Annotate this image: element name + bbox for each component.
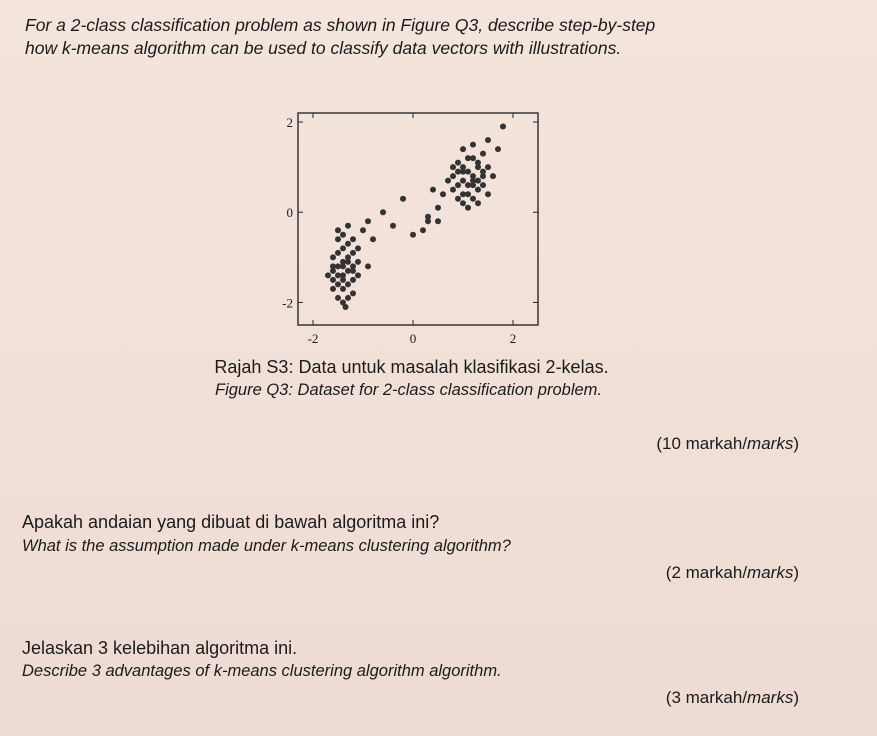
scatter-point (480, 169, 486, 175)
scatter-point (360, 227, 366, 233)
scatter-point (355, 245, 361, 251)
part-c-question-english: Describe 3 advantages of k-means clustering algorithm algorithm. (22, 662, 502, 680)
scatter-point (345, 295, 351, 301)
marks-part-b (666, 563, 799, 583)
scatter-point (450, 164, 456, 170)
scatter-point (485, 164, 491, 170)
scatter-point (330, 277, 336, 283)
scatter-point (335, 295, 341, 301)
scatter-point (345, 259, 351, 265)
scatter-point (345, 241, 351, 247)
scatter-point (450, 187, 456, 193)
x-tick-label: 0 (409, 331, 417, 346)
scatter-point (355, 259, 361, 265)
scatter-point (350, 236, 356, 242)
scatter-point (380, 209, 386, 215)
scatter-point (325, 272, 331, 278)
scatter-point (350, 268, 356, 274)
scatter-point (495, 146, 501, 152)
scatter-point (470, 142, 476, 148)
scatter-point (455, 196, 461, 202)
scatter-point (490, 173, 496, 179)
y-tick-label: 0 (286, 205, 293, 221)
scatter-point (355, 272, 361, 278)
scatter-point (335, 272, 341, 278)
scatter-point (470, 196, 476, 202)
scatter-point (350, 250, 356, 256)
marks-label-en: marks (747, 563, 794, 582)
marks-label-en: marks (747, 688, 794, 707)
scatter-point (460, 146, 466, 152)
part-c-question-malay: Jelaskan 3 kelebihan algoritma ini. (22, 638, 298, 658)
scatter-point (430, 187, 436, 193)
scatter-point (330, 254, 336, 260)
scatter-plot (260, 100, 550, 358)
scatter-point (390, 223, 396, 229)
scatter-point (480, 182, 486, 188)
scatter-point (350, 277, 356, 283)
question-intro (25, 14, 655, 60)
question-intro-line2: how k-means algorithm can be used to classify data vectors with illustrations. (25, 38, 622, 58)
scatter-point (460, 200, 466, 206)
scatter-point (335, 250, 341, 256)
scatter-point (420, 227, 426, 233)
scatter-point (365, 218, 371, 224)
figure-caption-malay: Rajah S3: Data untuk masalah klasifikasi 2-kelas. (214, 357, 609, 377)
scatter-point (435, 205, 441, 211)
scatter-point (335, 281, 341, 287)
scatter-point (470, 155, 476, 161)
part-b-question-english: What is the assumption made under k-means clustering algorithm? (22, 537, 511, 555)
figure-q3-scatter (260, 100, 550, 358)
scatter-point (485, 137, 491, 143)
scatter-point (435, 218, 441, 224)
marks-close: ) (793, 688, 799, 707)
scatter-point (475, 200, 481, 206)
scatter-point (345, 223, 351, 229)
scatter-point (445, 178, 451, 184)
figure-caption-english: Figure Q3: Dataset for 2-class classification problem. (215, 381, 602, 399)
scatter-point (460, 169, 466, 175)
scatter-point (370, 236, 376, 242)
scatter-point (475, 187, 481, 193)
scatter-point (335, 236, 341, 242)
scatter-point (480, 151, 486, 157)
scatter-point (340, 245, 346, 251)
scatter-point (465, 205, 471, 211)
scatter-point (470, 182, 476, 188)
marks-part-a (656, 434, 799, 454)
scatter-point (340, 232, 346, 238)
scatter-point (340, 286, 346, 292)
scatter-point (425, 214, 431, 220)
x-tick-label: -2 (307, 331, 319, 346)
scatter-point (475, 178, 481, 184)
question-intro-line1: For a 2-class classification problem as shown in Figure Q3, describe step-by-step (25, 15, 656, 35)
scatter-point (500, 124, 506, 130)
scatter-point (455, 182, 461, 188)
marks-close: ) (793, 434, 799, 453)
marks-label-en: marks (747, 434, 794, 453)
y-tick-label: -2 (282, 295, 293, 311)
scatter-point (465, 191, 471, 197)
scatter-point (330, 263, 336, 269)
marks-part-c (666, 688, 799, 708)
scatter-point (345, 281, 351, 287)
x-tick-label: 2 (509, 331, 517, 346)
part-b-question-malay: Apakah andaian yang dibuat di bawah algoritma ini? (22, 512, 440, 532)
scatter-point (460, 178, 466, 184)
scatter-point (335, 227, 341, 233)
scatter-point (400, 196, 406, 202)
scatter-point (455, 160, 461, 166)
marks-label: (2 markah/ (665, 563, 748, 582)
scatter-point (330, 286, 336, 292)
marks-label: (10 markah/ (656, 434, 748, 453)
scatter-point (343, 304, 349, 310)
plot-frame (298, 113, 538, 325)
scatter-point (485, 191, 491, 197)
scatter-point (440, 191, 446, 197)
scatter-point (365, 263, 371, 269)
scatter-point (340, 263, 346, 269)
scatter-point (350, 290, 356, 296)
scatter-point (475, 160, 481, 166)
marks-label: (3 markah/ (665, 688, 748, 707)
scatter-point (410, 232, 416, 238)
scatter-point (340, 277, 346, 283)
marks-close: ) (793, 563, 799, 582)
scatter-point (450, 173, 456, 179)
y-tick-label: 2 (286, 115, 293, 131)
